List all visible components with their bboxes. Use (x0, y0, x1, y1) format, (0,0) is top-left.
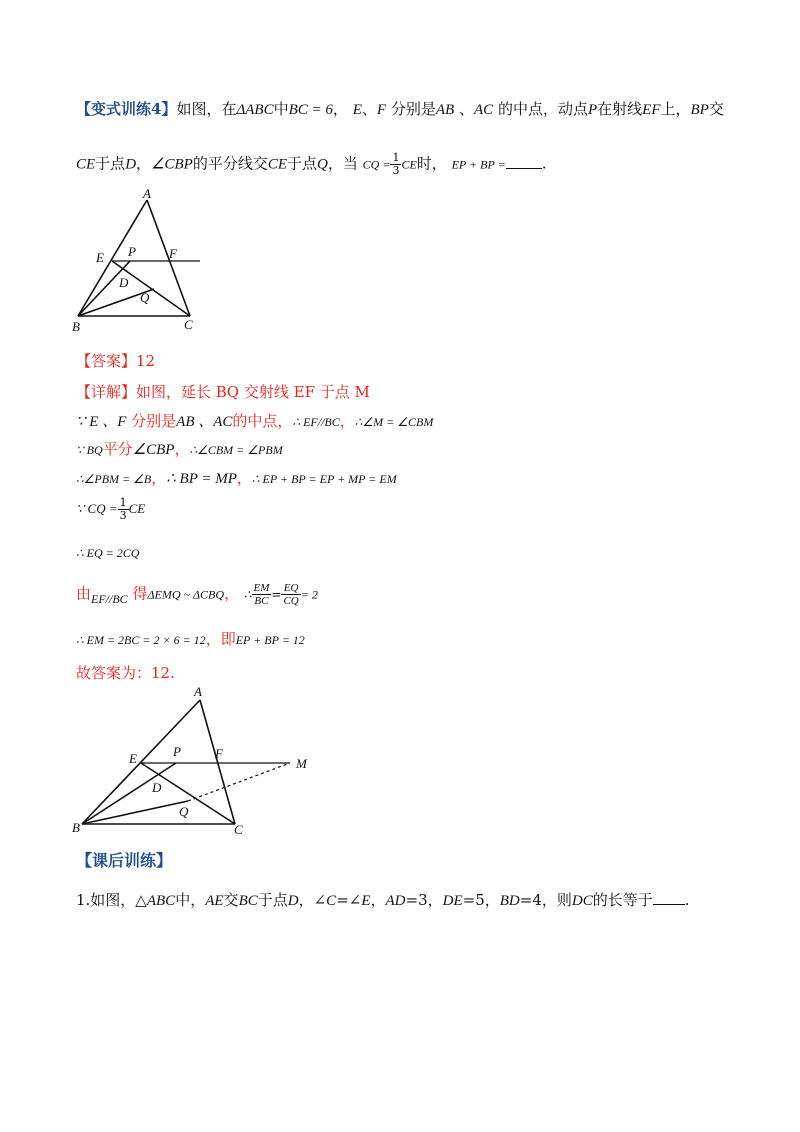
label-b: B (72, 820, 80, 835)
numerator: 1 (119, 496, 127, 509)
math: D (287, 893, 299, 909)
homework-heading: 【课后训练】 (76, 851, 173, 870)
text: 的中点，动点 (497, 100, 588, 118)
text: ， (339, 412, 355, 430)
text: 交 (223, 891, 239, 909)
label-a: A (194, 684, 202, 699)
label-d: D (119, 275, 129, 290)
math: P (587, 102, 598, 118)
math: E (361, 893, 371, 909)
detail-step-4 (76, 497, 145, 522)
text: ，当 (327, 154, 358, 173)
math: ∴∠M = ∠CBM (354, 415, 434, 429)
denominator: 3 (392, 164, 400, 177)
math: CQ = (362, 157, 391, 172)
text: 分别是 (131, 412, 177, 430)
math: ∠CBP (151, 156, 193, 173)
exercise-line-1 (76, 98, 724, 119)
text: 的长等于 (592, 891, 653, 909)
math: ∵ CQ = (76, 501, 118, 516)
math: DE (442, 893, 463, 909)
text: 平分 (102, 440, 133, 458)
text: 的平分线交 (192, 154, 268, 173)
text: ， (370, 891, 386, 909)
math: ∴ (243, 587, 252, 602)
text: 上， (660, 100, 691, 118)
numerator: EQ (281, 582, 300, 595)
label-b: B (72, 319, 80, 334)
math: AC (474, 102, 494, 118)
math: = (271, 587, 282, 602)
text: ， (174, 440, 190, 458)
math: F (376, 102, 387, 118)
homework-question-1 (76, 889, 690, 910)
label-c: C (184, 317, 193, 332)
math: ∴ EM = 2BC = 2 × 6 = 12 (76, 633, 206, 647)
text: 交 (708, 100, 724, 118)
text: ， (151, 469, 167, 487)
text: 、 (361, 100, 377, 118)
math: BC (238, 893, 258, 909)
math: EP + BP = 12 (235, 633, 305, 647)
math: ∠CBP (132, 442, 175, 458)
detail-step-6 (76, 582, 318, 607)
text: ， (236, 469, 252, 487)
math: ∴ EP + BP = EP + MP = EM (251, 472, 397, 486)
detail-step-7 (76, 628, 305, 649)
segment-ab (78, 200, 147, 316)
denominator: CQ (283, 595, 299, 607)
text: 得 (132, 584, 148, 603)
math: AB (435, 102, 455, 118)
fraction-one-third (118, 497, 129, 522)
math: Q (317, 156, 328, 173)
math: EF//BC (91, 591, 128, 606)
math: E (352, 102, 362, 118)
label-e: E (129, 751, 137, 766)
text: 在射线 (597, 100, 643, 118)
math: ABC (146, 893, 176, 909)
math: ∴ BP = MP (166, 471, 237, 487)
text: ， (136, 154, 152, 173)
label-c: C (234, 822, 243, 837)
detail-label: 【详解】 (76, 383, 137, 401)
text: 、 (458, 100, 474, 118)
answer-line (76, 350, 155, 371)
numerator: 1 (392, 151, 400, 164)
answer-blank (653, 892, 685, 905)
math: EF (642, 102, 661, 118)
math: CE (401, 157, 417, 172)
answer-label: 【答案】 (76, 352, 137, 370)
exercise-tag: 【变式训练4】 (76, 100, 177, 118)
exercise-line-2 (76, 152, 546, 177)
label-f: F (169, 246, 177, 261)
text: 时， (416, 154, 447, 173)
math: BD (499, 893, 520, 909)
text: ， (224, 584, 240, 603)
math: ∵ BQ (76, 443, 103, 457)
answer-blank (506, 156, 542, 169)
label-m: M (296, 756, 307, 771)
triangle-figure-2 (68, 684, 330, 840)
segment-bq (82, 801, 188, 824)
final-answer: 故答案为：12. (76, 664, 175, 682)
math: CE (267, 156, 288, 173)
text: 于点 (95, 154, 126, 173)
label-p: P (173, 744, 181, 759)
text: 的中点， (232, 412, 293, 430)
numerator: EM (253, 582, 270, 594)
text: 于点 (257, 891, 288, 909)
math: ∵ E 、F (76, 414, 127, 430)
extension-qm (188, 763, 290, 801)
segment-bp (82, 763, 176, 824)
fraction-one-third (390, 152, 401, 177)
math: AD (385, 893, 406, 909)
math: ΔEMQ ~ ΔCBQ (147, 587, 225, 602)
math: BC = 6 (288, 102, 333, 118)
label-d: D (152, 780, 162, 795)
math: C (326, 893, 337, 909)
text: =∠ (336, 891, 362, 909)
math: D (125, 156, 137, 173)
text: . (541, 154, 547, 173)
detail-heading (76, 381, 370, 402)
math: EP + BP = (451, 157, 506, 172)
label-f: F (215, 746, 223, 761)
detail-step-5: ∴ EQ = 2CQ (76, 546, 140, 560)
math: ∴∠CBM = ∠PBM (189, 443, 283, 457)
fraction-eq-cq (281, 582, 300, 607)
math: DC (571, 893, 593, 909)
text: =3， (405, 891, 443, 909)
text: 于点 (287, 154, 318, 173)
denominator: 3 (119, 509, 127, 522)
detail-intro: 如图，延长 BQ 交射线 EF 于点 M (136, 383, 370, 401)
math: CE (76, 156, 96, 173)
triangle-figure-1 (70, 188, 210, 336)
text: 中， (175, 891, 206, 909)
detail-step-1 (76, 410, 433, 431)
text: =5， (462, 891, 500, 909)
text: ，∠ (298, 891, 327, 909)
label-a: A (143, 188, 151, 201)
text: 由 (76, 584, 92, 603)
label-e: E (96, 250, 104, 265)
fraction-em-bc (252, 582, 272, 607)
denominator: BC (254, 595, 269, 607)
label-q: Q (140, 290, 150, 305)
detail-step-2 (76, 438, 283, 459)
math: AE (205, 893, 224, 909)
text: . (684, 891, 690, 909)
text: ，即 (205, 630, 236, 648)
math: BP (690, 102, 709, 118)
math: CE (128, 501, 146, 516)
text: 1.如图，△ (76, 891, 147, 909)
math: ∴ EF//BC (292, 415, 340, 429)
text: 分别是 (390, 100, 436, 118)
label-p: P (128, 244, 136, 259)
math: ΔABC (236, 102, 274, 118)
answer-value: 12 (136, 352, 156, 370)
math: = 2 (300, 587, 318, 602)
text: ， (332, 100, 348, 118)
label-q: Q (179, 804, 189, 819)
text: 如图，在 (176, 100, 237, 118)
math: AB 、AC (176, 414, 233, 430)
math: ∴∠PBM = ∠B (76, 472, 152, 486)
text: 中 (273, 100, 289, 118)
detail-step-3 (76, 467, 397, 488)
text: =4，则 (519, 891, 572, 909)
